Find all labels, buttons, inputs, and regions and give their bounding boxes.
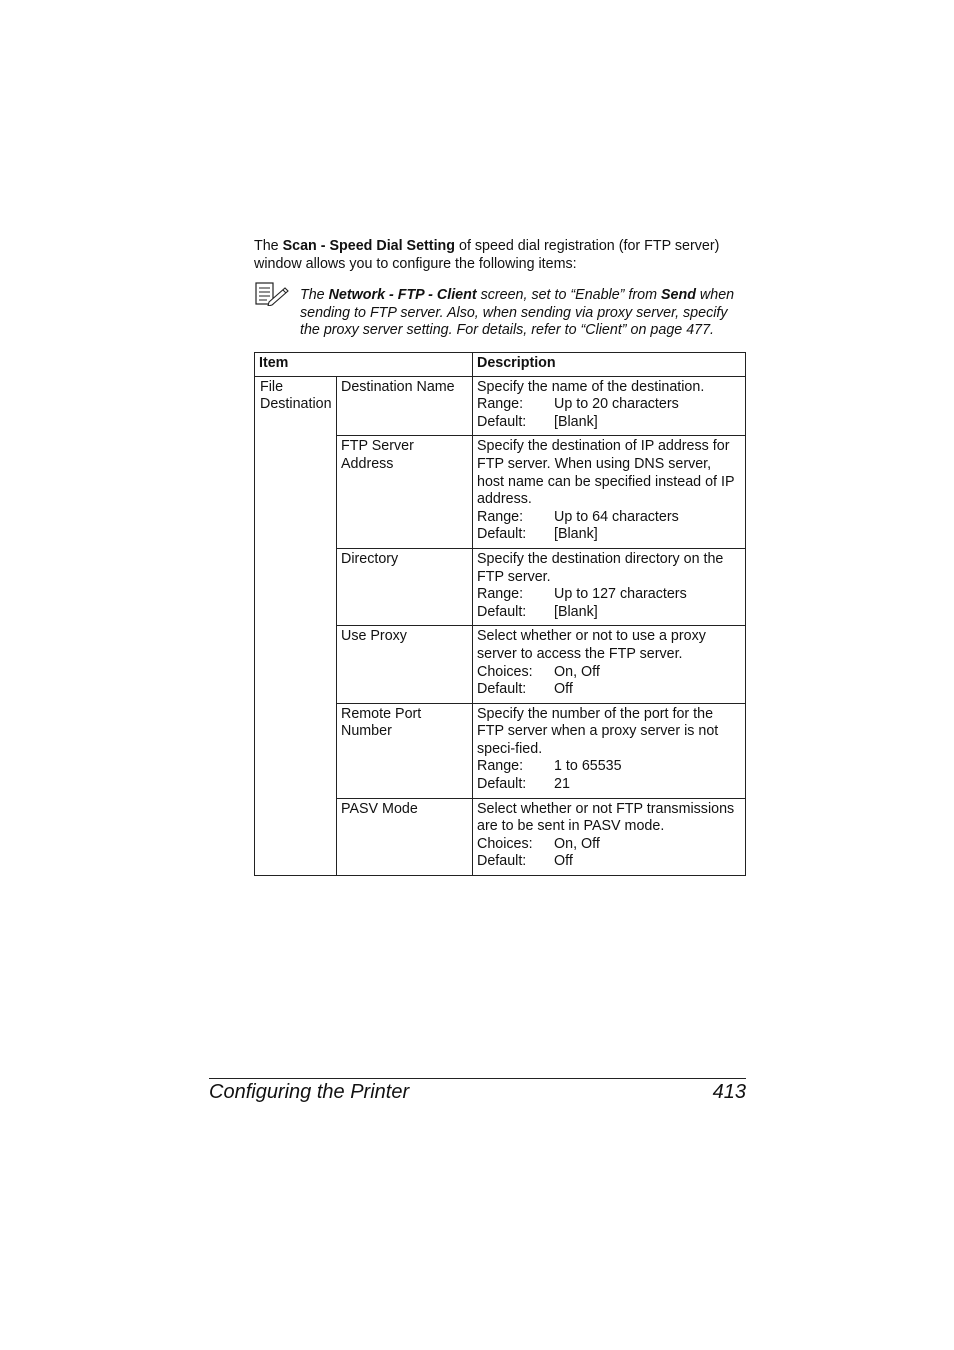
default-value: Off xyxy=(554,681,573,698)
default-key: Default: xyxy=(477,853,527,870)
default-value: [Blank] xyxy=(554,526,598,543)
default-value: 21 xyxy=(554,776,570,793)
note-send-label: Send xyxy=(660,287,696,303)
table-header-row xyxy=(255,353,746,377)
note-text-3: when sending to FTP server. Also, when sending via proxy server, specify the proxy server setting. For details, refer to “Client” on page 477. xyxy=(300,287,735,338)
default-line xyxy=(477,526,742,544)
description-text: Specify the name of the destination. xyxy=(477,378,705,395)
default-value: [Blank] xyxy=(554,603,598,620)
description-text: Select whether or not FTP transmissions are to be sent in PASV mode. xyxy=(477,800,735,835)
note-paragraph xyxy=(300,287,748,340)
group-cell: File Destination xyxy=(255,376,337,875)
intro-text-1: The xyxy=(254,238,283,254)
range-value: Up to 64 characters xyxy=(554,508,679,525)
header-description: Description xyxy=(473,353,746,377)
range-line xyxy=(477,396,742,414)
note-screen-name: Network - FTP - Client xyxy=(328,287,477,303)
settings-table xyxy=(254,352,746,876)
default-key: Default: xyxy=(477,776,527,793)
item-description xyxy=(473,436,746,549)
item-name: Remote Port Number xyxy=(337,703,473,798)
range-key: Range: xyxy=(477,508,524,525)
default-value: Off xyxy=(554,853,573,870)
item-description xyxy=(473,626,746,703)
item-description xyxy=(473,548,746,625)
choices-key: Choices: xyxy=(477,835,533,852)
default-key: Default: xyxy=(477,681,527,698)
item-description xyxy=(473,376,746,436)
choices-value: On, Off xyxy=(554,835,600,852)
range-value: Up to 20 characters xyxy=(554,396,679,413)
default-key: Default: xyxy=(477,526,527,543)
default-line xyxy=(477,414,742,432)
item-name: Use Proxy xyxy=(337,626,473,703)
default-key: Default: xyxy=(477,413,527,430)
default-line xyxy=(477,853,742,871)
item-name: PASV Mode xyxy=(337,798,473,875)
note-pencil-icon xyxy=(255,282,289,306)
description-text: Specify the number of the port for the FTP server when a proxy server is not speci-fied. xyxy=(477,705,719,757)
choices-line xyxy=(477,836,742,854)
choices-line xyxy=(477,664,742,682)
item-name: Destination Name xyxy=(337,376,473,436)
item-description xyxy=(473,798,746,875)
default-line xyxy=(477,681,742,699)
footer-divider xyxy=(209,1078,746,1079)
default-line xyxy=(477,776,742,794)
range-value: 1 to 65535 xyxy=(554,758,622,775)
intro-text-2: of speed dial registration (for FTP server) window allows you to configure the following items: xyxy=(254,238,720,272)
header-item: Item xyxy=(255,353,473,377)
description-text: Specify the destination directory on the FTP server. xyxy=(477,550,724,585)
page-number: 413 xyxy=(712,1081,746,1103)
table-row xyxy=(255,376,746,436)
default-value: [Blank] xyxy=(554,413,598,430)
description-text: Select whether or not to use a proxy server to access the FTP server. xyxy=(477,628,706,662)
range-key: Range: xyxy=(477,758,524,775)
intro-paragraph xyxy=(254,237,746,273)
default-line xyxy=(477,604,742,622)
range-line xyxy=(477,586,742,604)
description-text: Specify the destination of IP address for FTP server. When using DNS server, host name can be specified instead of IP address. xyxy=(477,438,735,508)
range-line xyxy=(477,758,742,776)
range-value: Up to 127 characters xyxy=(554,586,687,603)
footer-chapter-title: Configuring the Printer xyxy=(209,1081,410,1103)
choices-value: On, Off xyxy=(554,663,600,680)
note-text-1: The xyxy=(300,287,329,303)
choices-key: Choices: xyxy=(477,663,533,680)
item-name: FTP Server Address xyxy=(337,436,473,549)
default-key: Default: xyxy=(477,603,527,620)
intro-window-name: Scan - Speed Dial Setting xyxy=(282,238,456,254)
range-key: Range: xyxy=(477,586,524,603)
item-description xyxy=(473,703,746,798)
item-name: Directory xyxy=(337,548,473,625)
note-text-2: screen, set to “Enable” from xyxy=(476,287,661,303)
range-line xyxy=(477,509,742,527)
range-key: Range: xyxy=(477,396,524,413)
